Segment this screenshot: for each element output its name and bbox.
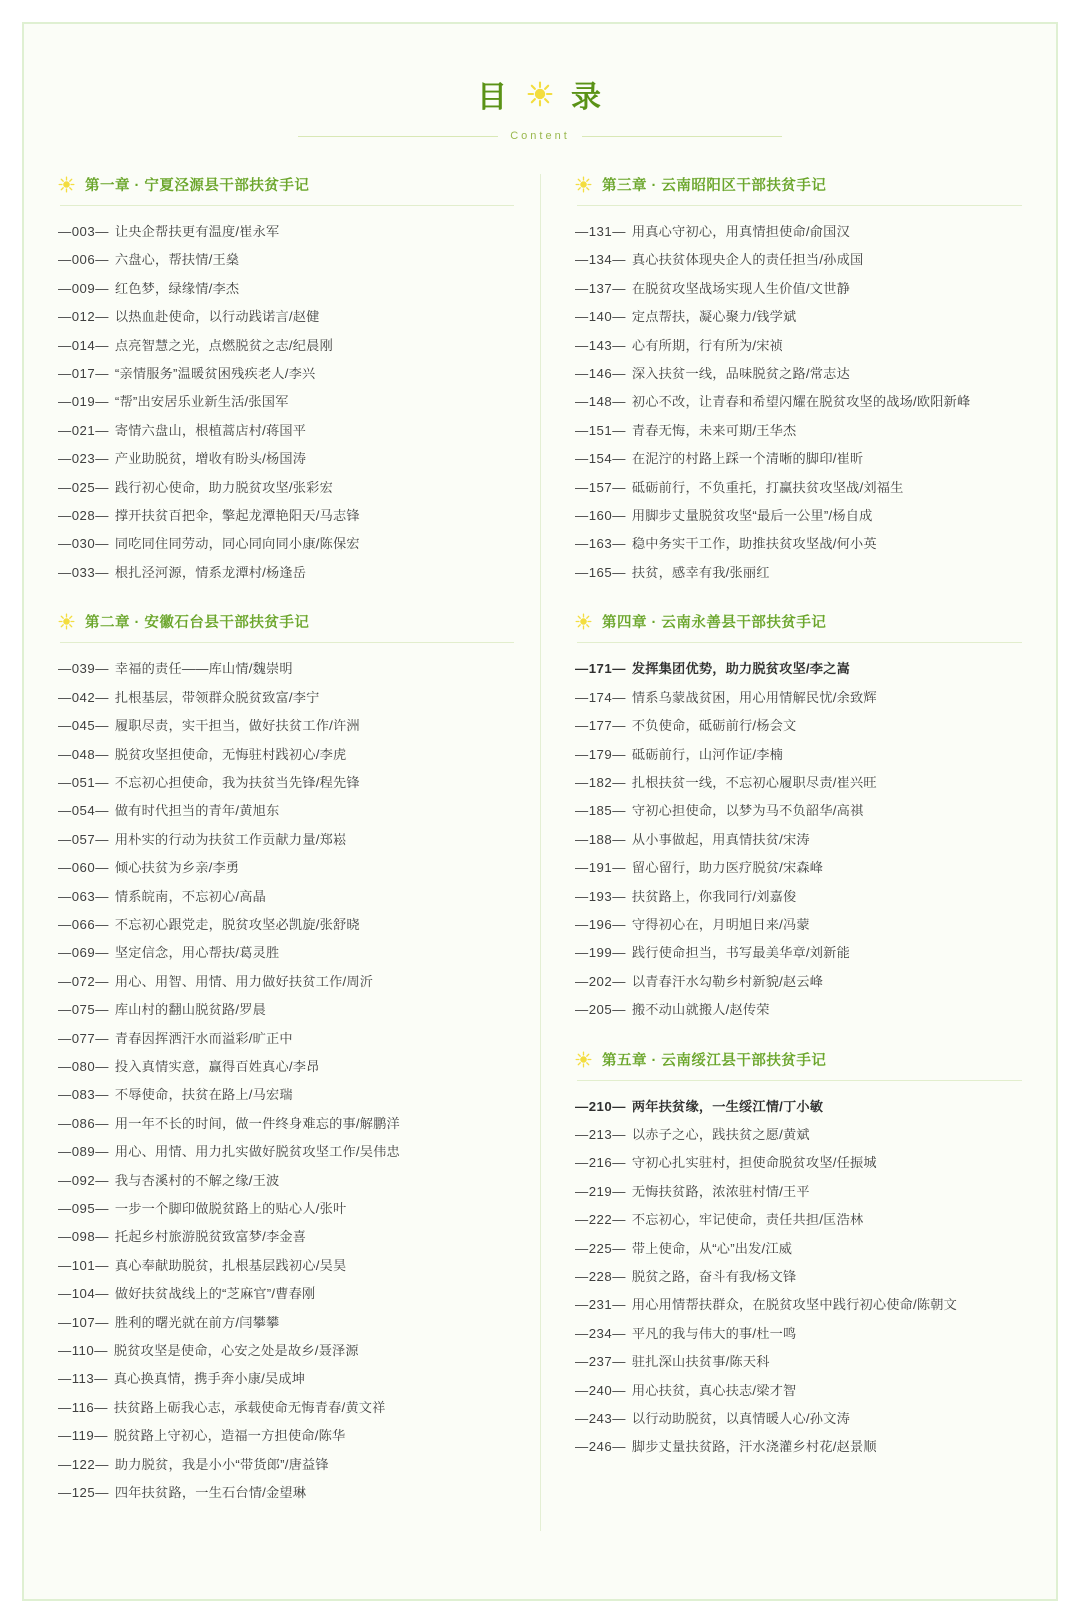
toc-entry[interactable]: [58, 911, 514, 939]
page-title-char-1: 目: [477, 81, 509, 114]
toc-entry-page-number: —077—: [58, 1030, 109, 1046]
toc-entry-page-number: —240—: [575, 1382, 626, 1398]
toc-entry-page-number: —131—: [575, 224, 626, 239]
sun-icon: [58, 613, 75, 630]
toc-entry-page-number: —213—: [575, 1126, 626, 1142]
page-title-char-2: 录: [571, 81, 603, 114]
toc-entry-title: 以行动助脱贫，以真情暖人心/孙文涛: [631, 1411, 850, 1427]
toc-entry-page-number: —174—: [575, 689, 626, 705]
toc-entry-title: 以青春汗水勾勒乡村新貌/赵云峰: [631, 973, 824, 989]
toc-columns: [58, 174, 1022, 1531]
toc-entry-page-number: —140—: [575, 309, 626, 325]
toc-entry-page-number: —021—: [58, 422, 109, 438]
toc-entry[interactable]: [58, 388, 514, 416]
toc-entry-title: 库山村的翻山脱贫路/罗晨: [114, 1002, 267, 1018]
toc-entry-page-number: —023—: [58, 451, 109, 467]
toc-entry-page-number: —146—: [575, 366, 626, 382]
toc-entry-page-number: —012—: [58, 309, 109, 325]
toc-entry[interactable]: [58, 1195, 514, 1223]
toc-entry-page-number: —014—: [58, 337, 109, 353]
toc-entry[interactable]: [58, 712, 514, 740]
toc-entry-title: 投入真情实意，赢得百姓真心/李昂: [114, 1058, 320, 1074]
toc-entry[interactable]: [58, 1223, 514, 1251]
toc-entry[interactable]: [575, 1263, 1022, 1291]
toc-entry[interactable]: [575, 1235, 1022, 1263]
toc-entry[interactable]: [575, 826, 1022, 854]
toc-entry[interactable]: [575, 1405, 1022, 1433]
toc-entry[interactable]: [58, 1252, 514, 1280]
toc-entry[interactable]: [58, 559, 514, 587]
toc-entry-title: 驻扎深山扶贫事/陈天科: [631, 1354, 770, 1370]
toc-entry[interactable]: [575, 1377, 1022, 1405]
toc-entry-page-number: —231—: [575, 1297, 626, 1313]
toc-entry-page-number: —060—: [58, 860, 109, 876]
chapter-section: [575, 1049, 1022, 1462]
sun-icon: [575, 1051, 592, 1068]
toc-entry-title: 青春无悔，未来可期/王华杰: [631, 422, 797, 438]
sun-icon: [575, 176, 592, 193]
toc-entry[interactable]: [575, 1093, 1022, 1121]
toc-entry-page-number: —246—: [575, 1439, 626, 1455]
toc-entry-page-number: —104—: [58, 1286, 109, 1302]
toc-entry[interactable]: [58, 741, 514, 769]
toc-entry[interactable]: [58, 684, 514, 712]
toc-entry[interactable]: [575, 1121, 1022, 1149]
toc-entry[interactable]: [575, 939, 1022, 967]
chapter-heading[interactable]: [575, 174, 1022, 195]
toc-entry-title: 胜利的曙光就在前方/闫攀攀: [114, 1314, 280, 1330]
toc-entry-page-number: —151—: [575, 422, 626, 438]
toc-entry-page-number: —165—: [575, 564, 626, 580]
chapter-section: [575, 611, 1022, 1024]
toc-entry-page-number: —125—: [58, 1485, 109, 1501]
toc-entry-page-number: —019—: [58, 394, 109, 410]
toc-entry-title: 青春因挥洒汗水而溢彩/旷正中: [114, 1030, 293, 1046]
toc-entry-title: 深入扶贫一线，品味脱贫之路/常志达: [631, 366, 850, 382]
toc-entry[interactable]: [58, 445, 514, 473]
toc-entry[interactable]: [58, 826, 514, 854]
sun-icon: [58, 176, 75, 193]
toc-entry-title: 真心换真情，携手奔小康/吴成坤: [113, 1371, 306, 1387]
toc-entry-title: 守初心扎实驻村，担使命脱贫攻坚/任振城: [631, 1155, 877, 1171]
toc-entry[interactable]: [58, 332, 514, 360]
toc-entry-page-number: —017—: [58, 366, 109, 382]
toc-entry[interactable]: [58, 968, 514, 996]
toc-entry-page-number: —092—: [58, 1172, 109, 1188]
toc-entry-title: 以热血赴使命，以行动践诺言/赵健: [114, 309, 320, 325]
subtitle-row: [58, 130, 1022, 142]
chapter-heading[interactable]: [575, 611, 1022, 632]
toc-entry-page-number: —119—: [58, 1428, 108, 1444]
toc-entry-page-number: —182—: [575, 774, 626, 790]
toc-entry-page-number: —243—: [575, 1411, 626, 1427]
toc-entry-page-number: —089—: [58, 1144, 109, 1160]
toc-entry[interactable]: [58, 939, 514, 967]
toc-entry-title: 寄情六盘山，根植蒿店村/蒋国平: [114, 422, 307, 438]
toc-entry[interactable]: [575, 769, 1022, 797]
toc-entry[interactable]: [575, 797, 1022, 825]
toc-entry-title: 践行使命担当，书写最美华章/刘新能: [631, 945, 850, 961]
toc-entry[interactable]: [575, 883, 1022, 911]
toc-entry[interactable]: [575, 1433, 1022, 1461]
toc-entry-page-number: —110—: [58, 1343, 108, 1359]
toc-entry[interactable]: [58, 1479, 514, 1507]
toc-entry[interactable]: [575, 303, 1022, 331]
toc-entry-page-number: —086—: [58, 1115, 109, 1131]
toc-entry-page-number: —160—: [575, 508, 626, 524]
toc-entry-title: 心有所期，行有所为/宋祯: [631, 337, 784, 353]
toc-entry[interactable]: [58, 1053, 514, 1081]
toc-entry-title: 用脚步丈量脱贫攻坚“最后一公里”/杨自成: [631, 508, 873, 524]
chapter-heading[interactable]: [58, 174, 514, 195]
toc-entry-title: 我与杏溪村的不解之缘/王波: [114, 1172, 280, 1188]
toc-entry-page-number: —157—: [575, 479, 626, 495]
toc-entry[interactable]: [575, 332, 1022, 360]
toc-entry-page-number: —216—: [575, 1155, 626, 1171]
toc-entry-title: 不辱使命，扶贫在路上/马宏瑞: [114, 1087, 293, 1103]
toc-entry[interactable]: [58, 854, 514, 882]
toc-entry-title: 让央企帮扶更有温度/崔永军: [114, 224, 280, 239]
toc-entry-page-number: —006—: [58, 252, 109, 268]
toc-entry-page-number: —122—: [58, 1456, 109, 1472]
toc-entry-title: 脱贫之路，奋斗有我/杨文锋: [631, 1269, 797, 1284]
toc-entry-page-number: —063—: [58, 888, 109, 904]
toc-entry[interactable]: [575, 445, 1022, 473]
toc-entry-page-number: —057—: [58, 831, 109, 847]
toc-entry-title: 用心、用智、用情、用力做好扶贫工作/周沂: [114, 973, 374, 989]
toc-entry-title: 脚步丈量扶贫路，汗水浇灌乡村花/赵景顺: [631, 1439, 877, 1455]
toc-entry[interactable]: [575, 968, 1022, 996]
toc-entry[interactable]: [58, 1365, 514, 1393]
toc-entry[interactable]: [58, 1394, 514, 1422]
toc-entry-title: 守初心担使命，以梦为马不负韶华/高祺: [631, 803, 864, 819]
toc-entry-page-number: —143—: [575, 337, 626, 353]
toc-entry[interactable]: [58, 275, 514, 303]
toc-entry-page-number: —222—: [575, 1212, 626, 1228]
title-row: [58, 72, 1022, 116]
toc-entry[interactable]: [58, 883, 514, 911]
chapter-divider: [577, 642, 1022, 643]
toc-entry-title: 真心扶贫体现央企人的责任担当/孙成国: [631, 252, 864, 268]
toc-entry[interactable]: [58, 1138, 514, 1166]
toc-entry-title: 根扎泾河源，情系龙潭村/杨逢岳: [114, 564, 307, 580]
toc-entry[interactable]: [575, 1320, 1022, 1348]
toc-entry-page-number: —116—: [58, 1399, 108, 1415]
toc-entry-title: 履职尽责，实干担当，做好扶贫工作/许洲: [114, 718, 360, 734]
toc-entry[interactable]: [58, 1167, 514, 1195]
toc-entry[interactable]: [575, 1178, 1022, 1206]
toc-entry-page-number: —033—: [58, 564, 109, 580]
toc-entry-page-number: —228—: [575, 1269, 626, 1284]
toc-entry[interactable]: [58, 502, 514, 530]
chapter-divider: [60, 205, 514, 206]
toc-entry-title: 情系乌蒙战贫困，用心用情解民忧/余致辉: [631, 689, 877, 705]
toc-entry[interactable]: [58, 769, 514, 797]
divider-left: [298, 136, 498, 137]
toc-entry[interactable]: [58, 1309, 514, 1337]
document-header: [58, 50, 1022, 142]
toc-entry-page-number: —171—: [575, 661, 626, 677]
toc-entry-page-number: —098—: [58, 1229, 109, 1245]
toc-entry-title: 用心用情帮扶群众，在脱贫攻坚中践行初心使命/陈朝文: [631, 1297, 958, 1313]
toc-entry[interactable]: [575, 559, 1022, 587]
toc-entry[interactable]: [58, 1422, 514, 1450]
toc-entry-title: 带上使命，从“心”出发/江威: [631, 1240, 793, 1256]
toc-entry-page-number: —028—: [58, 508, 109, 524]
toc-entry-title: 六盘心，帮扶情/王燊: [114, 252, 240, 268]
toc-entry[interactable]: [58, 417, 514, 445]
chapter-section: [58, 611, 514, 1507]
toc-entry-title: 助力脱贫，我是小小“带货郎”/唐益锋: [114, 1456, 329, 1472]
toc-entry-page-number: —154—: [575, 451, 626, 467]
toc-entry-page-number: —196—: [575, 916, 626, 932]
content-frame: [22, 22, 1058, 1601]
toc-entry-title: 扶贫路上砺我心志，承载使命无悔青春/黄文祥: [113, 1399, 386, 1415]
toc-entry-title: 两年扶贫缘，一生绥江情/丁小敏: [631, 1098, 824, 1114]
toc-entry-title: 稳中务实干工作，助推扶贫攻坚战/何小英: [631, 536, 877, 552]
chapter-divider: [577, 205, 1022, 206]
toc-entry-title: 情系皖南，不忘初心/高晶: [114, 888, 267, 904]
toc-entry-page-number: —113—: [58, 1371, 108, 1387]
toc-entry-title: 用心扶贫，真心扶志/梁才智: [631, 1382, 797, 1398]
chapter-title: 第一章 · 宁夏泾源县干部扶贫手记: [85, 178, 310, 194]
toc-entry[interactable]: [575, 275, 1022, 303]
toc-entry-page-number: —199—: [575, 945, 626, 961]
toc-entry-page-number: —107—: [58, 1314, 109, 1330]
toc-entry-title: 守得初心在，月明旭日来/冯蒙: [631, 916, 810, 932]
toc-entry-title: 用朴实的行动为扶贫工作贡献力量/郑崧: [114, 831, 347, 847]
toc-entry[interactable]: [575, 417, 1022, 445]
toc-entry-title: 扎根基层，带领群众脱贫致富/李宁: [114, 689, 320, 705]
toc-entry-page-number: —179—: [575, 746, 626, 762]
toc-entry[interactable]: [58, 996, 514, 1024]
toc-entry[interactable]: [575, 684, 1022, 712]
toc-entry-page-number: —101—: [58, 1257, 109, 1273]
toc-entry[interactable]: [58, 246, 514, 274]
toc-entry[interactable]: [575, 996, 1022, 1024]
toc-entry-title: 以赤子之心，践扶贫之愿/黄斌: [631, 1126, 810, 1142]
toc-entry[interactable]: [575, 246, 1022, 274]
toc-entry[interactable]: [575, 911, 1022, 939]
toc-entry[interactable]: [575, 502, 1022, 530]
toc-entry-page-number: —048—: [58, 746, 109, 762]
toc-entry-page-number: —219—: [575, 1183, 626, 1199]
toc-entry-page-number: —039—: [58, 661, 109, 677]
toc-entry-title: 同吃同住同劳动，同心同向同小康/陈保宏: [114, 536, 360, 552]
toc-entry[interactable]: [58, 218, 514, 246]
toc-entry[interactable]: [575, 712, 1022, 740]
toc-entry-title: 不忘初心，牢记使命，责任共担/匡浩林: [631, 1212, 864, 1228]
toc-entry-page-number: —163—: [575, 536, 626, 552]
toc-entry-title: 幸福的责任——库山情/魏崇明: [114, 661, 293, 677]
toc-entry-title: 用一年不长的时间，做一件终身难忘的事/解鹏洋: [114, 1115, 400, 1131]
toc-entry-title: 扎根扶贫一线，不忘初心履职尽责/崔兴旺: [631, 774, 877, 790]
toc-entry[interactable]: [58, 1280, 514, 1308]
toc-entry[interactable]: [575, 530, 1022, 558]
toc-entry-page-number: —054—: [58, 803, 109, 819]
subtitle-content: Content: [510, 130, 570, 142]
toc-entry-page-number: —177—: [575, 718, 626, 734]
toc-entry-title: 四年扶贫路，一生石台情/金望琳: [114, 1485, 307, 1501]
toc-entry-title: 点亮智慧之光，点燃脱贫之志/纪晨刚: [114, 337, 333, 353]
chapter-title: 第二章 · 安徽石台县干部扶贫手记: [85, 615, 310, 632]
toc-entry-page-number: —051—: [58, 774, 109, 790]
toc-entry-page-number: —009—: [58, 280, 109, 296]
toc-entry-title: 做有时代担当的青年/黄旭东: [114, 803, 280, 819]
toc-entry-title: 搬不动山就搬人/赵传荣: [631, 1002, 770, 1018]
toc-entry-page-number: —205—: [575, 1002, 626, 1018]
toc-entry[interactable]: [575, 474, 1022, 502]
toc-entry-title: 不负使命，砥砺前行/杨会文: [631, 718, 797, 734]
toc-entry-title: “帮”出安居乐业新生活/张国军: [114, 394, 289, 410]
toc-entry-title: 坚定信念，用心帮扶/葛灵胜: [114, 945, 280, 961]
toc-entry[interactable]: [575, 1206, 1022, 1234]
toc-entry[interactable]: [575, 741, 1022, 769]
sun-icon: [575, 613, 592, 630]
toc-entry-page-number: —234—: [575, 1325, 626, 1341]
toc-entry-title: 不忘初心跟党走，脱贫攻坚必凯旋/张舒晓: [114, 916, 360, 932]
toc-entry[interactable]: [58, 1110, 514, 1138]
toc-entry-page-number: —191—: [575, 860, 626, 876]
toc-entry-page-number: —080—: [58, 1058, 109, 1074]
toc-entry-title: 留心留行，助力医疗脱贫/宋森峰: [631, 860, 824, 876]
divider-right: [582, 136, 782, 137]
toc-entry-title: 初心不改，让青春和希望闪耀在脱贫攻坚的战场/欧阳新峰: [631, 394, 971, 410]
toc-entry[interactable]: [58, 1451, 514, 1479]
toc-entry-title: 无悔扶贫路，浓浓驻村情/王平: [631, 1183, 810, 1199]
toc-entry[interactable]: [575, 218, 1022, 246]
toc-entry-page-number: —042—: [58, 689, 109, 705]
toc-entry-page-number: —193—: [575, 888, 626, 904]
toc-entry-page-number: —025—: [58, 479, 109, 495]
toc-entry[interactable]: [58, 360, 514, 388]
toc-entry-title: 践行初心使命，助力脱贫攻坚/张彩宏: [114, 479, 333, 495]
toc-entry[interactable]: [575, 1348, 1022, 1376]
toc-entry-title: 托起乡村旅游脱贫致富梦/李金喜: [114, 1229, 307, 1245]
toc-entry[interactable]: [575, 1149, 1022, 1177]
toc-entry-page-number: —134—: [575, 252, 626, 268]
toc-entry-page-number: —185—: [575, 803, 626, 819]
toc-entry-title: 红色梦，绿缘情/李杰: [114, 280, 240, 296]
toc-entry-page-number: —003—: [58, 224, 109, 239]
chapter-divider: [60, 642, 514, 643]
toc-entry[interactable]: [58, 474, 514, 502]
toc-entry-page-number: —210—: [575, 1098, 626, 1114]
chapter-divider: [577, 1080, 1022, 1081]
toc-entry-title: 脱贫路上守初心，造福一方担使命/陈华: [113, 1428, 346, 1444]
toc-column-right: [540, 174, 1022, 1531]
toc-entry-page-number: —083—: [58, 1087, 109, 1103]
toc-entry[interactable]: [58, 530, 514, 558]
toc-entry-title: 脱贫攻坚是使命，心安之处是故乡/聂泽源: [113, 1343, 359, 1359]
toc-entry-page-number: —066—: [58, 916, 109, 932]
toc-entry-page-number: —148—: [575, 394, 626, 410]
toc-entry-title: 用心、用情、用力扎实做好脱贫攻坚工作/吴伟忠: [114, 1144, 400, 1160]
toc-entry[interactable]: [575, 360, 1022, 388]
toc-entry-page-number: —030—: [58, 536, 109, 552]
toc-entry-title: 发挥集团优势，助力脱贫攻坚/李之嵩: [631, 661, 850, 677]
toc-entry-title: 定点帮扶，凝心聚力/钱学斌: [631, 309, 797, 325]
toc-entry[interactable]: [575, 1291, 1022, 1319]
toc-entry-title: 产业助脱贫，增收有盼头/杨国涛: [114, 451, 307, 467]
toc-entry-title: 在泥泞的村路上踩一个清晰的脚印/崔昕: [631, 451, 864, 467]
toc-entry[interactable]: [575, 388, 1022, 416]
toc-entry-title: 砥砺前行，山河作证/李楠: [631, 746, 784, 762]
toc-entry-page-number: —095—: [58, 1201, 109, 1216]
toc-entry-title: 扶贫，感幸有我/张丽红: [631, 564, 770, 580]
toc-entry-page-number: —225—: [575, 1240, 626, 1256]
toc-entry[interactable]: [575, 655, 1022, 683]
toc-entry-title: 脱贫攻坚担使命，无悔驻村践初心/李虎: [114, 746, 347, 762]
toc-entry[interactable]: [58, 303, 514, 331]
chapter-heading[interactable]: [575, 1049, 1022, 1070]
toc-entry[interactable]: [58, 1081, 514, 1109]
toc-entry[interactable]: [58, 797, 514, 825]
toc-entry-page-number: —237—: [575, 1354, 626, 1370]
toc-entry-title: 做好扶贫战线上的“芝麻官”/曹春刚: [114, 1286, 316, 1302]
toc-entry-title: 不忘初心担使命，我为扶贫当先锋/程先锋: [114, 774, 360, 790]
toc-entry-title: 真心奉献助脱贫，扎根基层践初心/吴昊: [114, 1257, 347, 1273]
toc-entry-page-number: —072—: [58, 973, 109, 989]
toc-entry[interactable]: [58, 1337, 514, 1365]
toc-entry-title: 用真心守初心，用真情担使命/俞国汉: [631, 224, 850, 239]
sun-icon: [527, 81, 553, 107]
chapter-section: [575, 174, 1022, 587]
toc-entry-title: 一步一个脚印做脱贫路上的贴心人/张叶: [114, 1201, 347, 1216]
toc-entry[interactable]: [58, 1025, 514, 1053]
toc-entry-title: 砥砺前行，不负重托，打赢扶贫攻坚战/刘福生: [631, 479, 904, 495]
toc-entry-page-number: —075—: [58, 1002, 109, 1018]
toc-entry-title: 扶贫路上，你我同行/刘嘉俊: [631, 888, 797, 904]
toc-entry-title: “亲情服务”温暖贫困残疾老人/李兴: [114, 366, 316, 382]
toc-entry-title: 平凡的我与伟大的事/杜一鸣: [631, 1325, 797, 1341]
toc-entry-page-number: —045—: [58, 718, 109, 734]
toc-entry-page-number: —069—: [58, 945, 109, 961]
toc-entry-title: 撑开扶贫百把伞，擎起龙潭艳阳天/马志锋: [114, 508, 360, 524]
toc-entry[interactable]: [575, 854, 1022, 882]
chapter-section: [58, 174, 514, 587]
toc-column-left: [58, 174, 540, 1531]
toc-entry-page-number: —137—: [575, 280, 626, 296]
chapter-heading[interactable]: [58, 611, 514, 632]
chapter-title: 第三章 · 云南昭阳区干部扶贫手记: [602, 178, 827, 194]
toc-entry[interactable]: [58, 655, 514, 683]
toc-entry-title: 倾心扶贫为乡亲/李勇: [114, 860, 240, 876]
chapter-title: 第五章 · 云南绥江县干部扶贫手记: [602, 1052, 827, 1069]
toc-entry-title: 在脱贫攻坚战场实现人生价值/文世静: [631, 280, 850, 296]
toc-entry-page-number: —202—: [575, 973, 626, 989]
toc-entry-page-number: —188—: [575, 831, 626, 847]
chapter-title: 第四章 · 云南永善县干部扶贫手记: [602, 615, 827, 632]
toc-entry-title: 从小事做起，用真情扶贫/宋涛: [631, 831, 810, 847]
